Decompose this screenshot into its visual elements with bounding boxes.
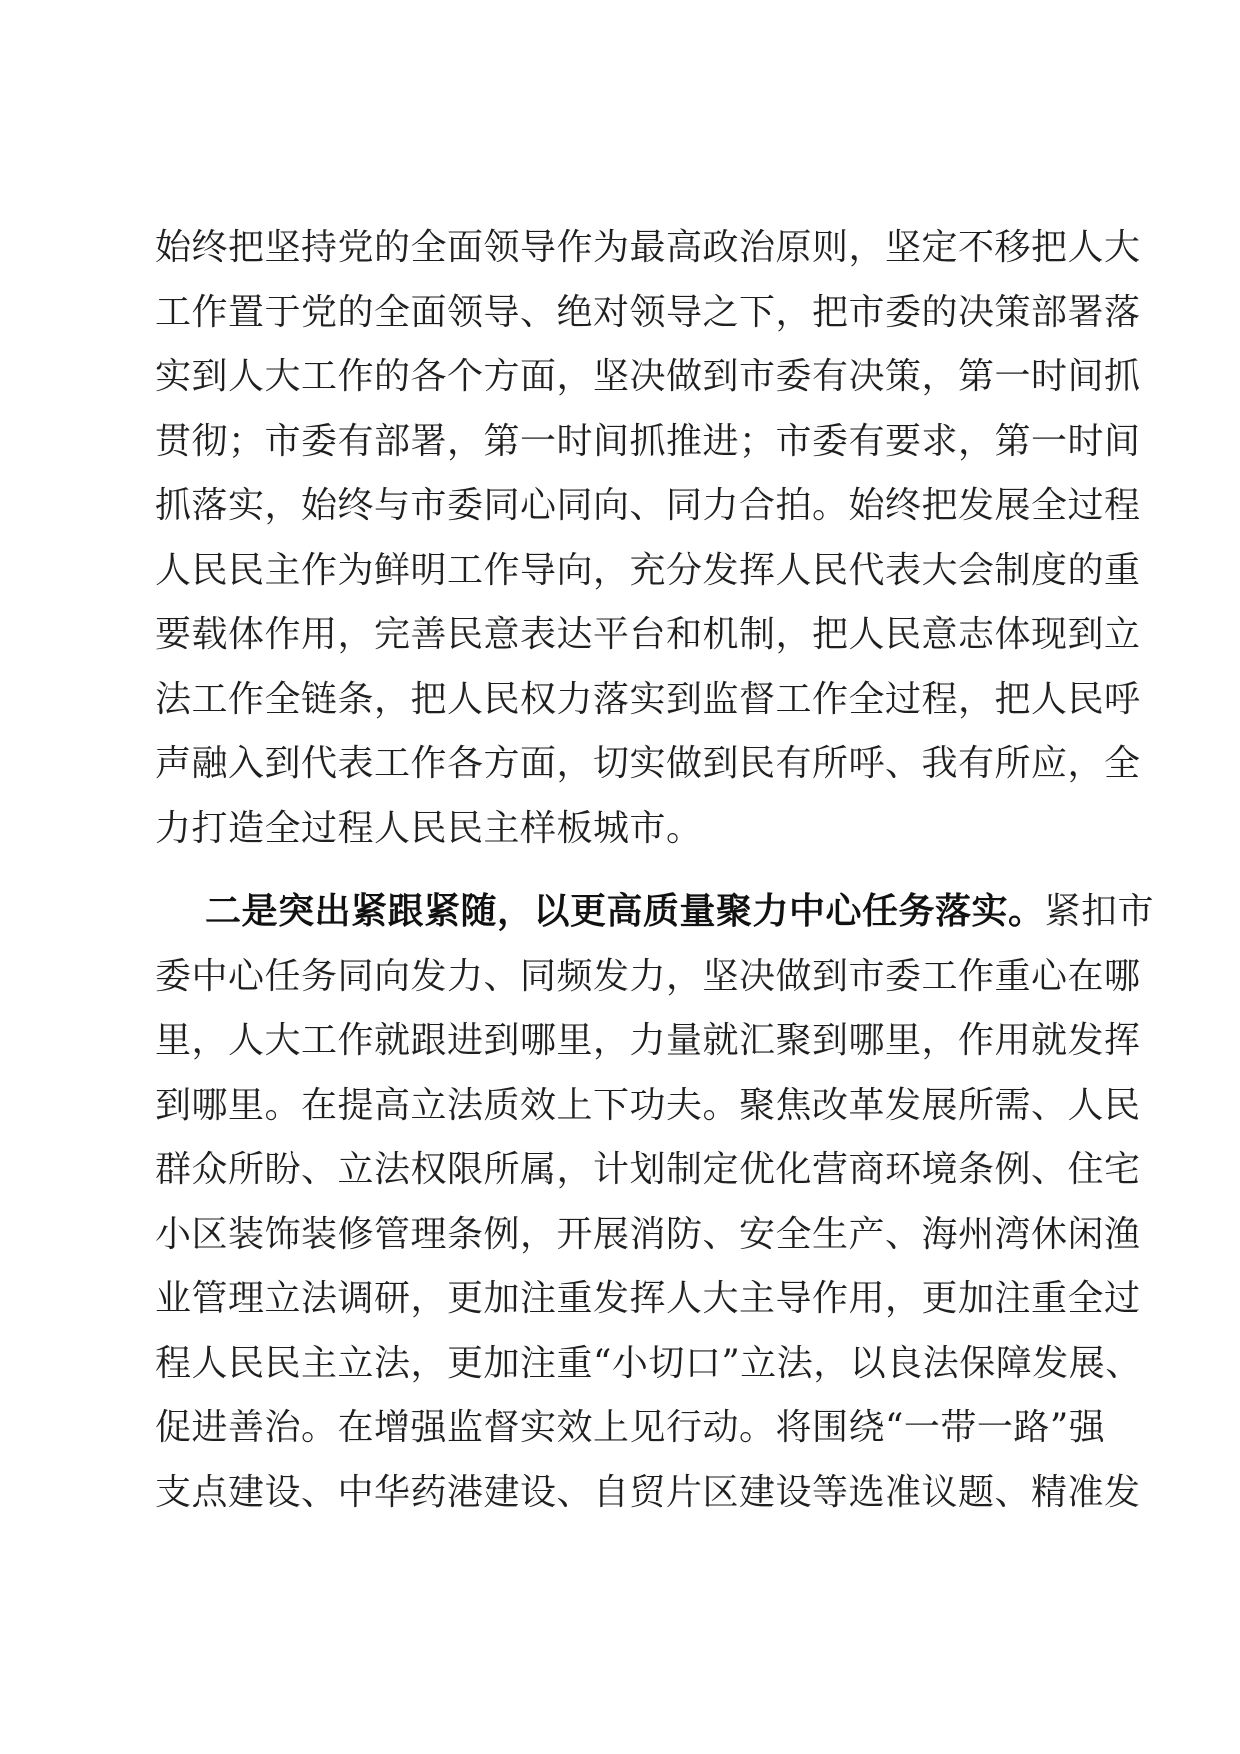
text-line: 法工作全链条，把人民权力落实到监督工作全过程，把人民呼 — [155, 678, 1141, 720]
text-line: 人民民主作为鲜明工作导向，充分发挥人民代表大会制度的重 — [155, 549, 1141, 591]
text-line: 声融入到代表工作各方面，切实做到民有所呼、我有所应，全 — [155, 743, 1141, 784]
text-line: 实到人大工作的各个方面，坚决做到市委有决策，第一时间抓 — [155, 356, 1141, 397]
text-line: 程人民民主立法，更加注重“小切口”立法，以良法保障发展、 — [155, 1342, 1142, 1384]
text-line: 委中心任务同向发力、同频发力，坚决做到市委工作重心在哪 — [155, 955, 1141, 997]
paragraph-1 — [155, 216, 1141, 861]
paragraph-2 — [155, 880, 1155, 1525]
text-line: 促进善治。在增强监督实效上见行动。将围绕“一带一路”强 — [155, 1407, 1106, 1448]
text-line: 抓落实，始终与市委同心同向、同力合拍。始终把发展全过程 — [155, 485, 1141, 526]
text-line: 业管理立法调研，更加注重发挥人大主导作用，更加注重全过 — [155, 1278, 1141, 1319]
text-line: 小区装饰装修管理条例，开展消防、安全生产、海州湾休闲渔 — [155, 1213, 1141, 1255]
text-line: 要载体作用，完善民意表达平台和机制，把人民意志体现到立 — [155, 614, 1141, 655]
text-line: 贯彻；市委有部署，第一时间抓推进；市委有要求，第一时间 — [155, 420, 1141, 462]
text-line: 支点建设、中华药港建设、自贸片区建设等选准议题、精准发 — [155, 1471, 1141, 1513]
text-line: 工作置于党的全面领导、绝对领导之下，把市委的决策部署落 — [155, 291, 1141, 333]
text-line: 群众所盼、立法权限所属，计划制定优化营商环境条例、住宅 — [155, 1149, 1141, 1190]
paragraph-heading: 二是突出紧跟紧随，以更高质量聚力中心任务落实。 — [205, 891, 1045, 932]
text-segment: 紧扣市 — [1044, 891, 1155, 932]
text-line: 到哪里。在提高立法质效上下功夫。聚焦改革发展所需、人民 — [155, 1084, 1141, 1126]
paragraph-first-line — [155, 880, 1155, 945]
text-line: 里，人大工作就跟进到哪里，力量就汇聚到哪里，作用就发挥 — [155, 1020, 1141, 1061]
text-line: 始终把坚持党的全面领导作为最高政治原则，坚定不移把人大 — [155, 227, 1141, 268]
text-line: 力打造全过程人民民主样板城市。 — [155, 807, 703, 849]
